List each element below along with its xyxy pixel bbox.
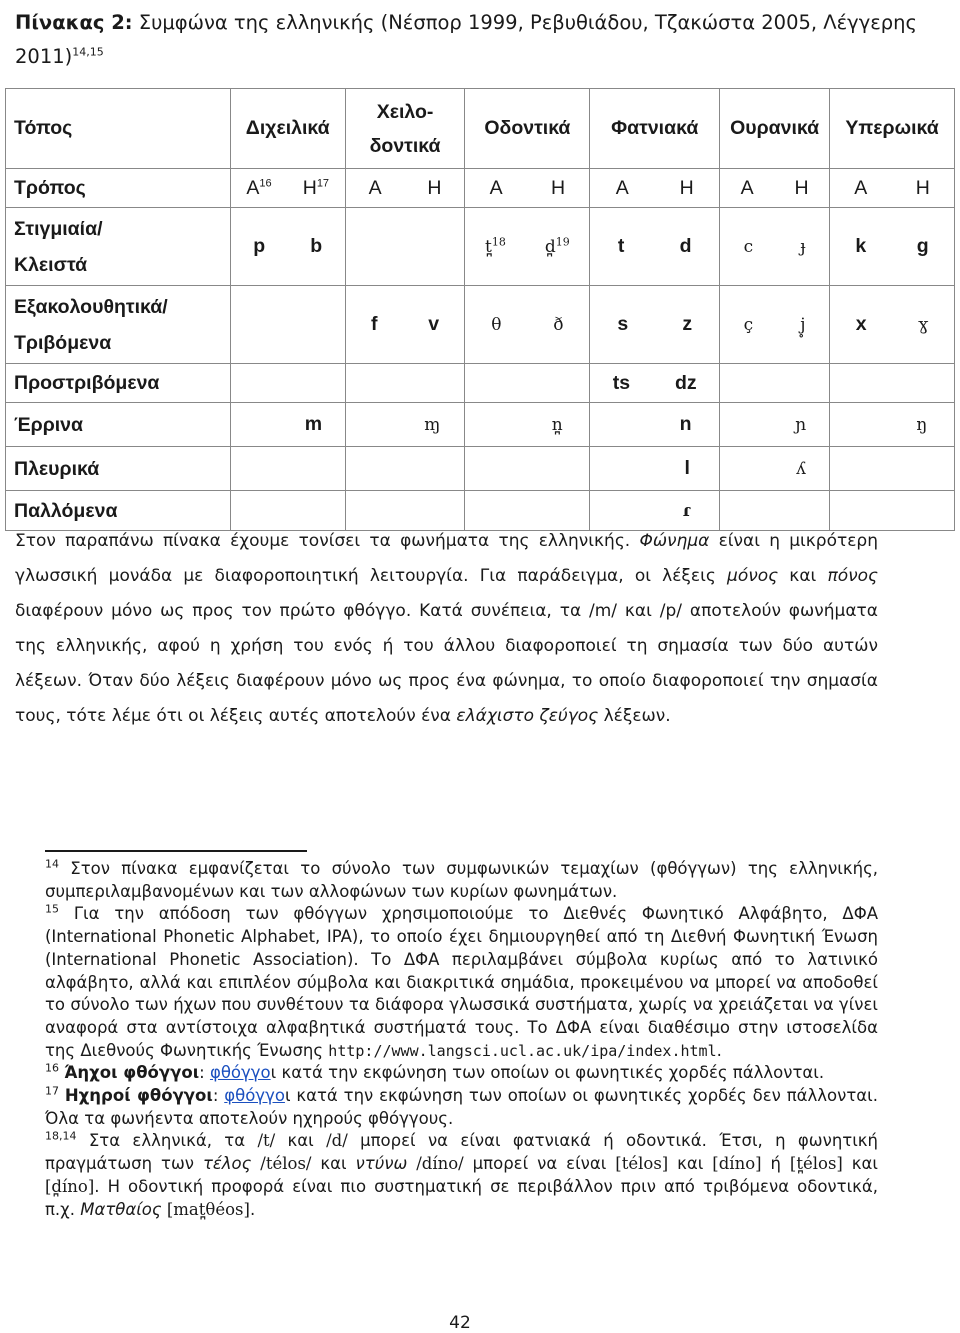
cell-lateral-alveolar: l <box>590 447 720 491</box>
cell-stops-dental: t̪$^{18}$ d̪$^{19}$ <box>465 208 590 286</box>
cell-nasal-alveolar: n <box>590 403 720 447</box>
cell-stops-alveolar: t d <box>590 208 720 286</box>
cell-stops-velar: k g <box>830 208 955 286</box>
caption-footnote-ref: 14,15 <box>72 45 104 59</box>
manner-dental: A H <box>465 169 590 208</box>
cell-lateral-palatal: ʎ <box>720 447 830 491</box>
row-label-nasals: Έρρινα <box>6 403 231 447</box>
body-paragraph: Στον παραπάνω πίνακα έχουμε τονίσει τα φωνήματα της ελληνικής. Φώνημα είναι η μικρότερη γλωσσική μονάδα με διαφοροποιητική λειτουργία. Για παράδειγμα, οι λέξεις μόνος και πόνος διαφέρουν μόνο ως προς τον πρώτο φθόγγο. Κατά συνέπεια, τα /m/ και /p/ αποτελούν φωνήματα της ελληνικής, αφού η χρήση του ενός ή του άλλου διαφοροποιεί τη σημασία των δύο αυτών λέξεων. Όταν δύο λέξεις διαφέρουν μόνο ως προς ένα φώνημα, το οποίο διαφοροποιεί την σημασία τους, τότε λέμε ότι οι λέξεις αυτές αποτελούν ένα ελάχιστο ζεύγος λέξεων. <box>15 531 878 726</box>
caption-text: Συμφώνα της ελληνικής (Νέσπορ 1999, Ρεβυθιάδου, Τζακώστα 2005, Λέγγερης 2011) <box>15 11 917 68</box>
footnote-14: $^{14}$ Στον πίνακα εμφανίζεται το σύνολο των συμφωνικών τεμαχίων (φθόγγων) της ελληνικής, συμπεριλαμβανομένων και των αλλοφώνων των κυρίων φωνημάτων. <box>45 857 878 901</box>
cell-fric-alveolar: s z <box>590 286 720 364</box>
cell-stops-labiodental <box>345 208 465 286</box>
term-minimal-pair: ελάχιστο ζεύγος <box>456 706 599 726</box>
footnote-17-link[interactable]: φθόγγο <box>224 1086 285 1106</box>
row-label-fricatives: Εξακολουθητικά/ Τριβόμενα <box>6 286 231 364</box>
footnote-16-link[interactable]: φθόγγο <box>209 1063 271 1083</box>
cell-stops-palatal: c ɟ <box>720 208 830 286</box>
cell-affr-alveolar: ts dz <box>590 364 720 403</box>
page-number: 42 <box>449 1313 471 1333</box>
cell-nasal-velar: ŋ <box>830 403 955 447</box>
manner-row <box>6 169 955 208</box>
term-phoneme: Φώνημα <box>639 531 710 551</box>
row-label-stops: Στιγμιαία/ Κλειστά <box>6 208 231 286</box>
laterals-row <box>6 447 955 491</box>
manner-bilabial <box>230 169 345 208</box>
table-caption <box>15 6 945 74</box>
row-label-trills: Παλλόμενα <box>6 491 231 531</box>
table-header-row <box>6 89 955 169</box>
header-bilabial: Διχειλικά <box>230 89 345 169</box>
footnotes <box>45 858 878 1221</box>
cell-trill-alveolar: ɾ <box>590 491 720 531</box>
stops-row <box>6 208 955 286</box>
footnote-17: $^{17}$ Ηχηροί φθόγγοι: φθόγγοι κατά την εκφώνηση των οποίων οι φωνητικές χορδές δεν πάλλονται. Όλα τα φωνήεντα αποτελούν ηχηρούς φθόγγους. <box>45 1084 878 1128</box>
header-dental: Οδοντικά <box>465 89 590 169</box>
footnote-16: $^{16}$ Άηχοι φθόγγοι: φθόγγοι κατά την εκφώνηση των οποίων οι φωνητικές χορδές πάλλονται. <box>45 1061 825 1083</box>
cell-nasal-bilabial: m <box>230 403 345 447</box>
cell-fric-labiodental: f v <box>345 286 465 364</box>
cell-nasal-palatal: ɲ <box>720 403 830 447</box>
cell-stops-bilabial: p b <box>230 208 345 286</box>
fricatives-row <box>6 286 955 364</box>
consonant-table <box>5 88 955 531</box>
footnote-separator <box>45 850 307 852</box>
header-velar: Υπερωικά <box>830 89 955 169</box>
caption-label: Πίνακας 2: <box>15 11 133 34</box>
manner-velar: A H <box>830 169 955 208</box>
cell-nasal-dental: n̪ <box>465 403 590 447</box>
cell-fric-bilabial <box>230 286 345 364</box>
cell-fric-dental: θ ð <box>465 286 590 364</box>
row-label-affricates: Προστριβόμενα <box>6 364 231 403</box>
header-alveolar: Φατνιακά <box>590 89 720 169</box>
example-ponos: πόνος <box>827 566 878 586</box>
cell-nasal-labiodental: ɱ <box>345 403 465 447</box>
cell-fric-palatal: ç j̥ <box>720 286 830 364</box>
header-labiodental-line1: Χειλο- <box>376 100 434 123</box>
header-palatal: Ουρανικά <box>720 89 830 169</box>
manner-palatal: A H <box>720 169 830 208</box>
row-label-laterals: Πλευρικά <box>6 447 231 491</box>
manner-labiodental: A H <box>345 169 465 208</box>
header-labiodental-line2: δοντικά <box>369 134 441 157</box>
ipa-url: http://www.langsci.ucl.ac.uk/ipa/index.html <box>328 1041 717 1060</box>
affricates-row <box>6 364 955 403</box>
footnote-15: $^{15}$ Για την απόδοση των φθόγγων χρησιμοποιούμε το Διεθνές Φωνητικό Αλφάβητο, ΔΦΑ (International Phonetic Alphabet, IPA), το οποίο έχει δημιουργηθεί από τη Διεθνή Φωνητική Ένωση (International Phonetic Association). Το ΔΦΑ περιλαμβάνει σύμβολα κυρίως από το λατινικό αλφάβητο, αλλά και επιπλέον σύμβολα και διακριτικά σημάδια, προκειμένου να μπορεί να αποδοθεί το σύνολο των ήχων που συνθέτουν τα διάφορα γλωσσικά συστήματα, χωρίς να χρειάζεται να γίνει αναφορά στα αντίστοιχα αλφαβητικά συστήματά τους. Το ΔΦΑ είναι διαθέσιμο στην ιστοσελίδα της Διεθνούς Φωνητικής Ένωσης http://www.langsci.ucl.ac.uk/ipa/index.html. <box>45 902 878 1060</box>
manner-label: Τρόπος <box>6 169 231 208</box>
manner-alveolar: A H <box>590 169 720 208</box>
nasals-row <box>6 403 955 447</box>
cell-fric-velar: x ɣ <box>830 286 955 364</box>
voiceless-label: $A^{16}$ <box>246 176 272 199</box>
header-place: Τόπος <box>6 89 231 169</box>
voiced-label: $H^{17}$ <box>302 176 330 199</box>
footnote-18: $^{18,14}$ Στα ελληνικά, τα /t/ και /d/ μπορεί να είναι φατνιακά ή οδοντικά. Έτσι, η φωνητική πραγμάτωση των τέλος /télos/ και ντύνω /díno/ μπορεί να είναι [télos] και [díno] ή [t̪élos] και [d̪íno]. Η οδοντική προφορά είναι πιο συστηματική σε περιβάλλον πριν από τριβόμενα οδοντικά, π.χ. Ματθαίος [mat̪θéos]. <box>45 1129 878 1219</box>
example-monos: μόνος <box>727 566 779 586</box>
header-labiodental <box>345 89 465 169</box>
